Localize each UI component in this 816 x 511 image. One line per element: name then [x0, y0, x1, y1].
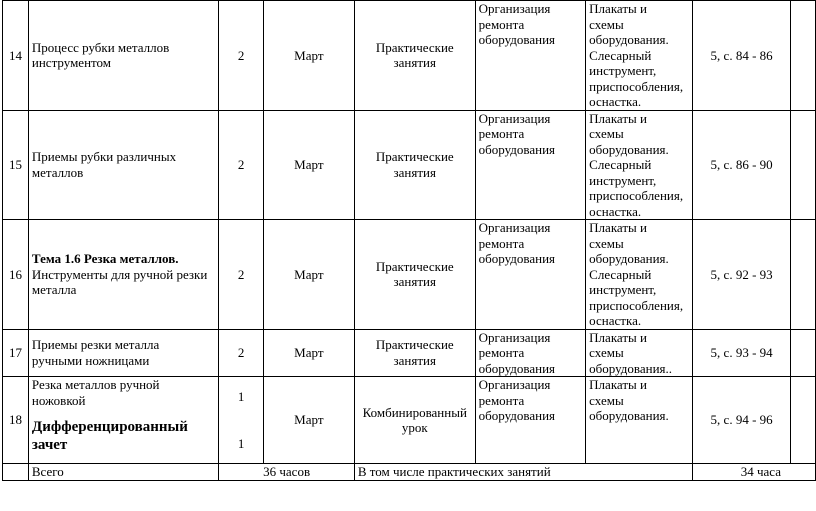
organization-cell: Организация ремонта оборудования [475, 377, 586, 464]
hours-cell: 2 [219, 220, 263, 330]
organization-cell: Организация ремонта оборудования [475, 110, 586, 220]
reference-cell: 5, с. 93 - 94 [693, 329, 791, 377]
aids-cell: Плакаты и схемы оборудования. Слесарный инструмент, приспособления, оснастка. [586, 1, 693, 111]
total-label: Всего [28, 464, 219, 481]
reference-cell: 5, с. 86 - 90 [693, 110, 791, 220]
topic-cell: Приемы резки металла ручными ножницами [28, 329, 219, 377]
empty-cell [3, 464, 29, 481]
lesson-type-cell: Комбинированный урок [354, 377, 475, 464]
topic-cell: Резка металлов ручной ножовкой Дифференцированный зачет [28, 377, 219, 464]
reference-cell: 5, с. 92 - 93 [693, 220, 791, 330]
hours-cell: 2 [219, 1, 263, 111]
empty-cell [791, 110, 816, 220]
table-row [3, 1, 816, 111]
lesson-type-cell: Практические занятия [354, 220, 475, 330]
aids-cell: Плакаты и схемы оборудования. [586, 377, 693, 464]
lesson-type-cell: Практические занятия [354, 110, 475, 220]
lesson-type-cell: Практические занятия [354, 1, 475, 111]
month-cell: Март [263, 329, 354, 377]
month-cell: Март [263, 220, 354, 330]
organization-cell: Организация ремонта оборудования [475, 1, 586, 111]
final-test-label: Дифференцированный зачет [31, 419, 188, 453]
practice-label: В том числе практических занятий [354, 464, 692, 481]
month-cell: Март [263, 377, 354, 464]
lesson-type-cell: Практические занятия [354, 329, 475, 377]
aids-cell: Плакаты и схемы оборудования.. [586, 329, 693, 377]
row-number: 17 [3, 329, 29, 377]
aids-cell: Плакаты и схемы оборудования. Слесарный инструмент, приспособления, оснастка. [586, 110, 693, 220]
row-number: 16 [3, 220, 29, 330]
topic-title: Тема 1.6 Резка металлов. [31, 251, 179, 266]
table-row [3, 220, 816, 330]
hours-value: 1 [237, 389, 245, 404]
hours-cell: 2 [219, 329, 263, 377]
reference-cell: 5, с. 94 - 96 [693, 377, 791, 464]
empty-cell [791, 1, 816, 111]
month-cell: Март [263, 1, 354, 111]
topic-cell: Приемы рубки различных металлов [28, 110, 219, 220]
hours-cell: 2 [219, 110, 263, 220]
hours-cell [219, 377, 263, 464]
row-number: 14 [3, 1, 29, 111]
organization-cell: Организация ремонта оборудования [475, 220, 586, 330]
total-row [3, 464, 816, 481]
empty-cell [791, 220, 816, 330]
reference-cell: 5, с. 84 - 86 [693, 1, 791, 111]
empty-cell [791, 329, 816, 377]
lesson-plan-table [2, 0, 816, 481]
organization-cell: Организация ремонта оборудования [475, 329, 586, 377]
table-row [3, 110, 816, 220]
row-number: 15 [3, 110, 29, 220]
practice-hours: 34 часа [693, 464, 816, 481]
topic-cell: Тема 1.6 Резка металлов. Инструменты для ручной резки металла [28, 220, 219, 330]
table-row [3, 329, 816, 377]
total-hours: 36 часов [219, 464, 354, 481]
hours-value: 1 [237, 435, 245, 451]
topic-cell: Процесс рубки металлов инструментом [28, 1, 219, 111]
month-cell: Март [263, 110, 354, 220]
table-row [3, 377, 816, 464]
row-number: 18 [3, 377, 29, 464]
aids-cell: Плакаты и схемы оборудования. Слесарный инструмент, приспособления, оснастка. [586, 220, 693, 330]
empty-cell [791, 377, 816, 464]
